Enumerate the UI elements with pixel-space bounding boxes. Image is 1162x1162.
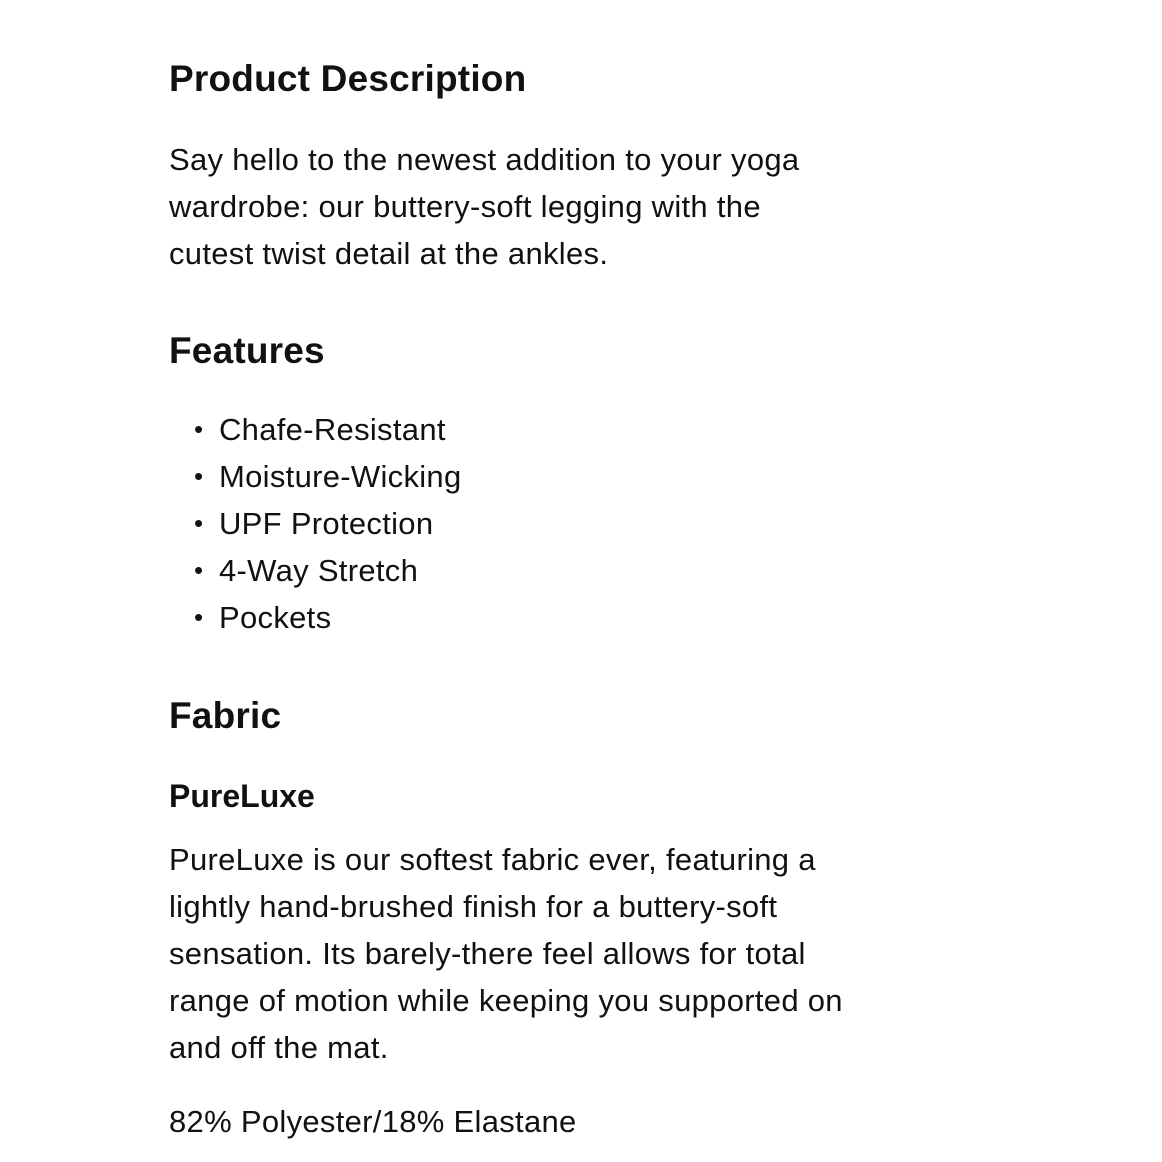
bullet-icon: • [194,508,204,538]
fabric-description-line: PureLuxe is our softest fabric ever, featuring a [169,842,816,877]
fabric-description-line: lightly hand-brushed finish for a buttery-soft [169,889,778,924]
list-item [169,547,462,594]
fabric-description-line: and off the mat. [169,1030,389,1065]
product-description-text [169,136,799,277]
bullet-icon: • [194,414,204,444]
fabric-description [169,836,843,1071]
bullet-icon: • [194,602,204,632]
features-heading: Features [169,330,325,371]
feature-label: Moisture-Wicking [219,459,462,494]
feature-label: UPF Protection [219,506,434,541]
list-item [169,453,462,500]
fabric-description-line: range of motion while keeping you supported on [169,983,843,1018]
description-line: wardrobe: our buttery-soft legging with the [169,189,761,224]
feature-label: 4-Way Stretch [219,553,419,588]
fabric-composition: 82% Polyester/18% Elastane [169,1104,577,1139]
feature-label: Pockets [219,600,332,635]
bullet-icon: • [194,461,204,491]
description-line: cutest twist detail at the ankles. [169,236,609,271]
list-item [169,500,462,547]
feature-label: Chafe-Resistant [219,412,446,447]
fabric-heading: Fabric [169,695,282,736]
bullet-icon: • [194,555,204,585]
fabric-description-line: sensation. Its barely-there feel allows for total [169,936,806,971]
features-list [169,406,462,641]
fabric-name: PureLuxe [169,778,315,814]
description-line: Say hello to the newest addition to your yoga [169,142,800,177]
list-item [169,594,462,641]
list-item [169,406,462,453]
product-description-heading: Product Description [169,58,527,99]
